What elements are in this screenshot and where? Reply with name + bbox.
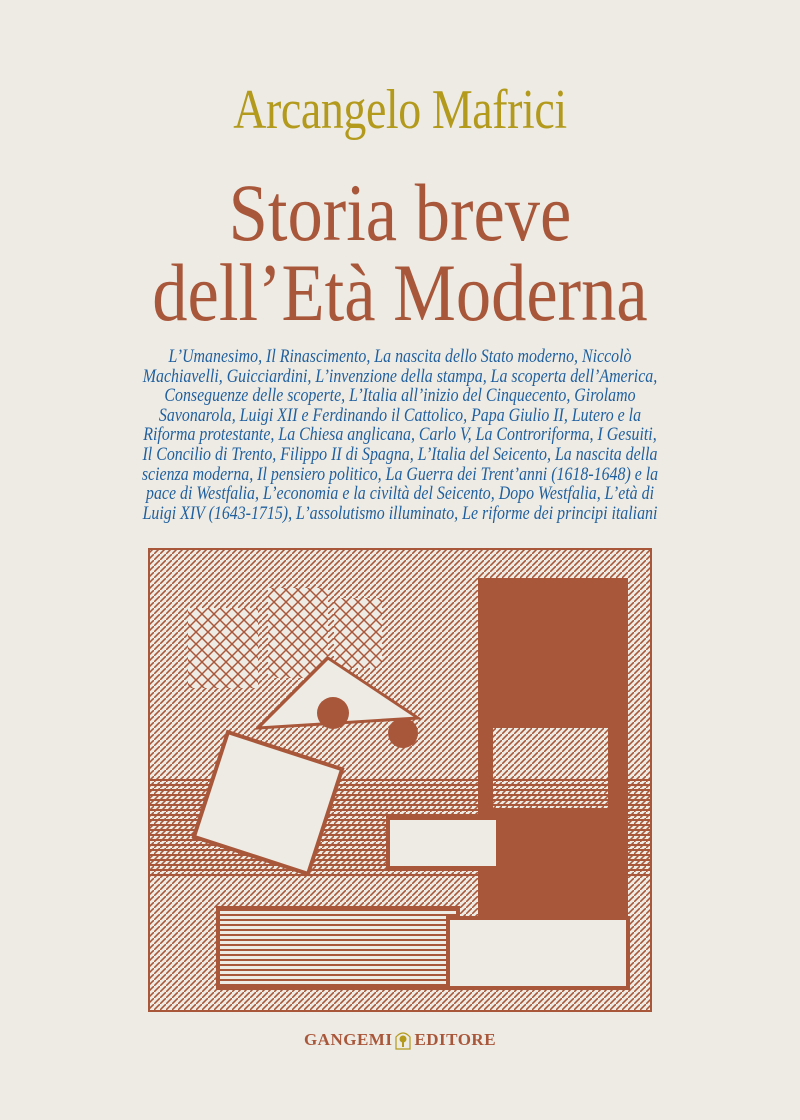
topics-line: Il Concilio di Trento, Filippo II di Spagna, L’Italia del Seicento, La nascita della bbox=[142, 444, 658, 465]
topics-line: scienza moderna, Il pensiero politico, La Guerra dei Trent’anni (1618-1648) e la bbox=[141, 464, 659, 485]
publisher-name-right: EDITORE bbox=[414, 1030, 497, 1049]
topics-line: Riforma protestante, La Chiesa anglicana, Carlo V, La Controriforma, I Gesuiti, bbox=[143, 425, 657, 446]
topics-line: pace di Westfalia, L’economia e la civiltà del Seicento, Dopo Westfalia, L’età di bbox=[145, 484, 654, 505]
publisher-emblem-icon bbox=[395, 1030, 411, 1050]
publisher-name-left: GANGEMI bbox=[303, 1030, 393, 1049]
author-name: Arcangelo Mafrici bbox=[233, 79, 567, 141]
topics-line: Machiavelli, Guicciardini, L’invenzione della stampa, La scoperta dell’America, bbox=[142, 366, 658, 387]
topics-line: Conseguenze delle scoperte, L’Italia all’inizio del Cinquecento, Girolamo bbox=[164, 386, 636, 407]
topics-list bbox=[40, 348, 760, 524]
topics-line: Savonarola, Luigi XII e Ferdinando il Cattolico, Papa Giulio II, Lutero e la bbox=[158, 405, 642, 426]
printing-press-woodcut bbox=[148, 548, 652, 1012]
topics-line: Luigi XIV (1643-1715), L’assolutismo illuminato, Le riforme dei principi italiani bbox=[142, 503, 658, 524]
book-title-line-1: Storia breve bbox=[228, 167, 572, 258]
topics-line: L’Umanesimo, Il Rinascimento, La nascita dello Stato moderno, Niccolò bbox=[168, 347, 632, 367]
book-title-line-2: dell’Età Moderna bbox=[152, 247, 648, 338]
publisher-logo bbox=[0, 1030, 800, 1050]
